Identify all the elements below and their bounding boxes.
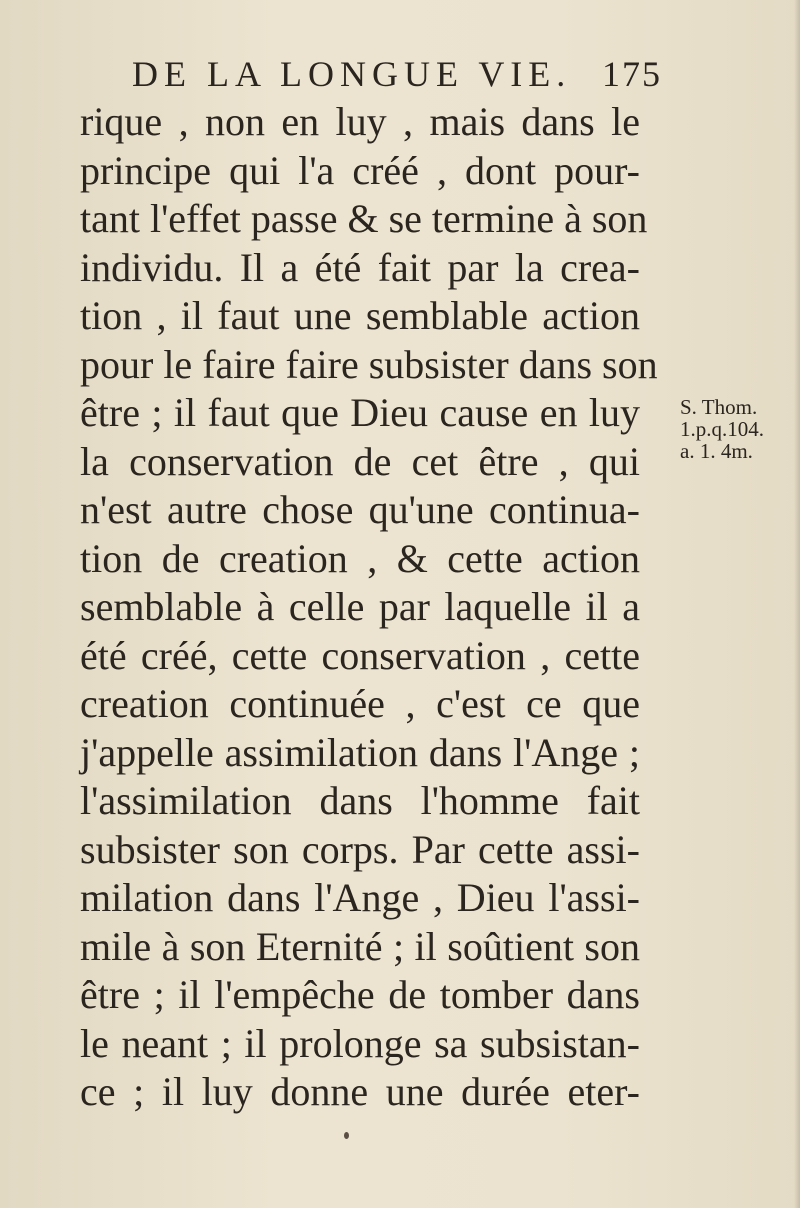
text-line: l'assimilation dans l'homme fait — [80, 778, 640, 823]
text-line: tion , il faut une semblable action — [80, 293, 640, 338]
text-line: milation dans l'Ange , Dieu l'assi- — [80, 875, 640, 920]
running-header — [132, 50, 662, 98]
text-line: être ; il faut que Dieu cause en luy — [80, 390, 640, 435]
body-text — [80, 98, 658, 1117]
margin-note-line: a. 1. 4m. — [680, 439, 753, 463]
text-line: rique , non en luy , mais dans le — [80, 99, 640, 144]
text-line: mile à son Eternité ; il soûtient son — [80, 923, 640, 969]
text-line: le neant ; il prolonge sa subsistan- — [80, 1020, 640, 1066]
running-title: DE LA LONGUE VIE. — [132, 54, 572, 94]
margin-note-line: 1.p.q.104. — [680, 417, 764, 441]
text-line: n'est autre chose qu'une continua- — [80, 487, 640, 532]
text-line: creation continuée , c'est ce que — [80, 681, 640, 726]
text-line: tion de creation , & cette action — [80, 535, 640, 581]
margin-note — [680, 396, 792, 462]
ink-dot — [344, 1132, 349, 1139]
text-line: individu. Il a été fait par la crea- — [80, 244, 640, 290]
text-line: être ; il l'empêche de tomber dans — [80, 972, 640, 1017]
margin-note-line: S. Thom. — [680, 395, 758, 419]
text-line: tant l'effet passe & se termine à son — [80, 196, 648, 241]
text-line: pour le faire faire subsister dans son — [80, 341, 658, 387]
text-line: semblable à celle par laquelle il a — [80, 584, 640, 629]
text-line: principe qui l'a créé , dont pour- — [80, 147, 640, 193]
text-line: la conservation de cet être , qui — [80, 438, 640, 484]
text-line: j'appelle assimilation dans l'Ange ; — [80, 729, 640, 775]
text-line: été créé, cette conservation , cette — [80, 632, 640, 678]
text-line: subsister son corps. Par cette assi- — [80, 826, 640, 872]
text-line: ce ; il luy donne une durée eter- — [80, 1069, 640, 1114]
page-edge-shadow — [794, 0, 800, 1208]
page-number: 175 — [602, 54, 662, 94]
